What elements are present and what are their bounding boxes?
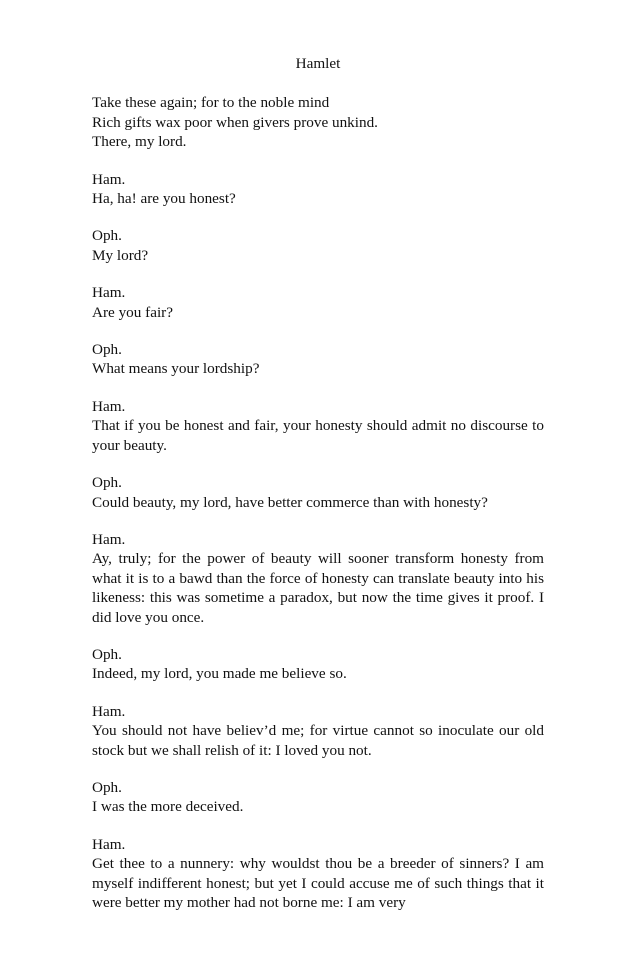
speech-block: [92, 397, 544, 455]
speaker-name: Ham.: [92, 284, 126, 302]
speaker-name: Ham.: [92, 170, 126, 188]
speaker-name: Ham.: [92, 835, 126, 853]
document-page: [92, 54, 544, 930]
speech-text: Ay, truly; for the power of beauty will sooner transform honesty from what it is to a bawd than the force of honesty can translate beauty into his likeness: this was sometime a paradox, but now the time gives it proof. I did love you once.: [92, 550, 544, 626]
page-title: Hamlet: [295, 55, 341, 72]
speech-text: Could beauty, my lord, have better commerce than with honesty?: [92, 493, 488, 511]
speech-block: [92, 226, 544, 265]
speech-text: I was the more deceived.: [92, 798, 244, 816]
speech-block: [92, 645, 544, 684]
speech-text: Get thee to a nunnery: why wouldst thou be a breeder of sinners? I am myself indifferent honest; but yet I could accuse me of such things that it were better my mother had not borne me: I am very: [92, 855, 544, 911]
speech-text: My lord?: [92, 246, 149, 264]
speech-text: What means your lordship?: [92, 360, 260, 378]
speaker-name: Oph.: [92, 645, 122, 663]
speech-text: Ha, ha! are you honest?: [92, 190, 236, 208]
speaker-name: Oph.: [92, 227, 122, 245]
speech-text: You should not have believ’d me; for virtue cannot so inoculate our old stock but we shall relish of it: I loved you not.: [92, 722, 544, 759]
speech-text: That if you be honest and fair, your honesty should admit no discourse to your beauty.: [92, 417, 544, 454]
speaker-name: Ham.: [92, 530, 126, 548]
opening-line: Rich gifts wax poor when givers prove unkind.: [92, 113, 378, 131]
speech-text: Are you fair?: [92, 303, 173, 321]
speaker-name: Oph.: [92, 778, 122, 796]
speech-block: [92, 283, 544, 322]
opening-line: Take these again; for to the noble mind: [92, 94, 330, 112]
speech-block: [92, 473, 544, 512]
speaker-name: Ham.: [92, 702, 126, 720]
speech-block: [92, 778, 544, 817]
speech-block: [92, 702, 544, 760]
speaker-name: Oph.: [92, 474, 122, 492]
opening-passage: [92, 93, 544, 151]
speech-block: [92, 170, 544, 209]
speech-block: [92, 340, 544, 379]
speaker-name: Ham.: [92, 397, 126, 415]
speaker-name: Oph.: [92, 341, 122, 359]
opening-line: There, my lord.: [92, 133, 187, 151]
speech-text: Indeed, my lord, you made me believe so.: [92, 665, 347, 683]
speech-block: [92, 835, 544, 913]
speech-block: [92, 530, 544, 627]
